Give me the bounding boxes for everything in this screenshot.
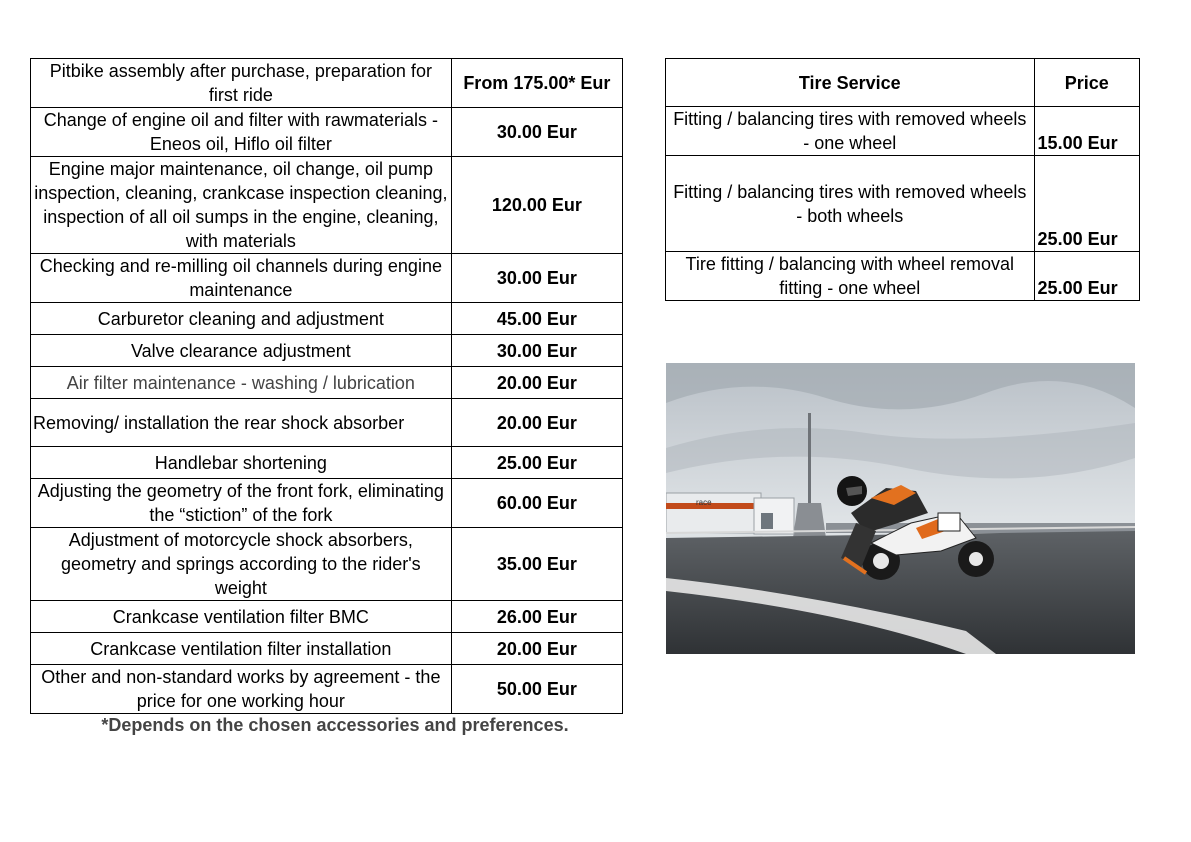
service-description: Checking and re-milling oil channels during engine maintenance [31,254,452,303]
service-price: 20.00 Eur [451,633,622,665]
service-description: Removing/ installation the rear shock absorber [31,399,452,447]
service-description: Adjusting the geometry of the front fork, eliminating the “stiction” of the fork [31,479,452,528]
truck-logo: race [696,498,712,507]
table-row [31,157,623,254]
tire-service-price: 25.00 Eur [1034,156,1139,252]
service-price: 120.00 Eur [451,157,622,254]
service-description: Engine major maintenance, oil change, oil pump inspection, cleaning, crankcase inspection cleaning, inspection of all oil sumps in the engine, cleaning, with materials [31,157,452,254]
photo-illustration [666,363,1135,654]
price-header: Price [1034,59,1139,107]
service-price: 60.00 Eur [451,479,622,528]
service-description: Crankcase ventilation filter BMC [31,601,452,633]
table-row [31,303,623,335]
rear-rim [873,553,889,569]
table-row [31,108,623,157]
number-plate [938,513,960,531]
table-row [666,107,1140,156]
service-price: 30.00 Eur [451,254,622,303]
service-price: 30.00 Eur [451,335,622,367]
table-row [31,633,623,665]
services-price-table [30,58,623,714]
tire-service-description: Tire fitting / balancing with wheel removal fitting - one wheel [666,252,1035,301]
table-row [31,399,623,447]
building-stripe [666,503,761,509]
table-row [31,367,623,399]
service-description: Carburetor cleaning and adjustment [31,303,452,335]
tire-service-header: Tire Service [666,59,1035,107]
front-rim [969,552,983,566]
tire-service-table [665,58,1140,301]
service-description: Valve clearance adjustment [31,335,452,367]
table-row [31,59,623,108]
service-description: Other and non-standard works by agreement - the price for one working hour [31,665,452,714]
service-description: Change of engine oil and filter with rawmaterials - Eneos oil, Hiflo oil filter [31,108,452,157]
tire-service-description: Fitting / balancing tires with removed wheels - one wheel [666,107,1035,156]
pitbike-racing-photo [666,363,1135,654]
tire-service-price: 25.00 Eur [1034,252,1139,301]
service-price: 50.00 Eur [451,665,622,714]
footnote: *Depends on the chosen accessories and preferences. [101,715,569,735]
service-price: From 175.00* Eur [451,59,622,108]
service-description: Handlebar shortening [31,447,452,479]
service-price: 25.00 Eur [451,447,622,479]
table-row [666,156,1140,252]
service-price: 20.00 Eur [451,367,622,399]
pit-building [666,493,761,533]
truck [754,498,794,534]
table-row [31,528,623,601]
table-header-row [666,59,1140,107]
service-description: Air filter maintenance - washing / lubrication [31,367,452,399]
service-price: 30.00 Eur [451,108,622,157]
table-row [31,665,623,714]
tower-spire [808,413,811,503]
tower [793,503,826,538]
service-description: Adjustment of motorcycle shock absorbers, geometry and springs according to the rider's weight [31,528,452,601]
table-row [31,601,623,633]
tire-service-price: 15.00 Eur [1034,107,1139,156]
service-price: 35.00 Eur [451,528,622,601]
truck-window [761,513,773,529]
table-row [31,335,623,367]
service-description: Pitbike assembly after purchase, preparation for first ride [31,59,452,108]
service-description: Crankcase ventilation filter installation [31,633,452,665]
table-row [31,479,623,528]
service-price: 26.00 Eur [451,601,622,633]
tire-service-description: Fitting / balancing tires with removed wheels - both wheels [666,156,1035,252]
table-row [31,254,623,303]
service-price: 20.00 Eur [451,399,622,447]
table-row [666,252,1140,301]
table-row [31,447,623,479]
service-price: 45.00 Eur [451,303,622,335]
